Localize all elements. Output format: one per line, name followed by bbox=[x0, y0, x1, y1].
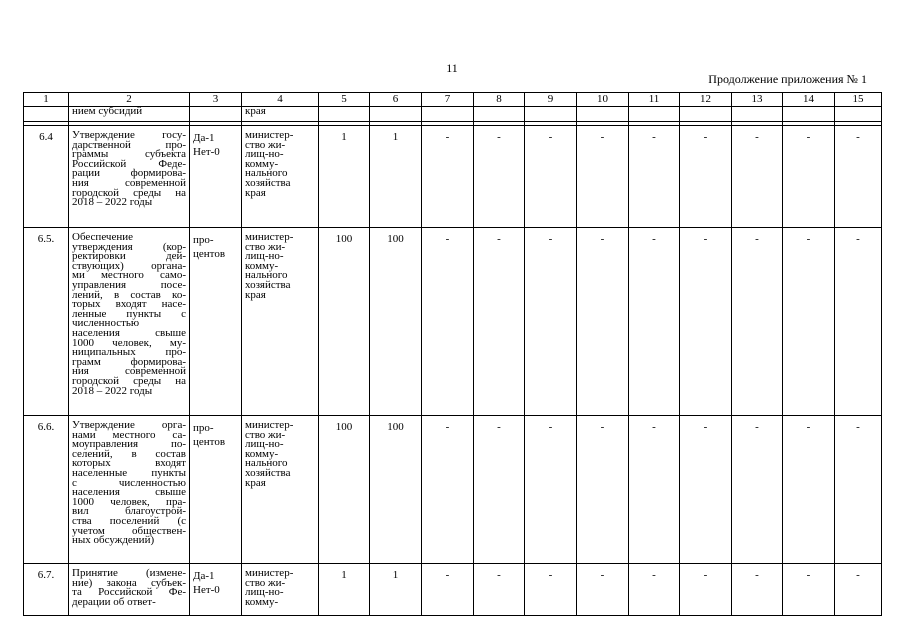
description-line: с численностью bbox=[72, 476, 186, 489]
value-column-10: - bbox=[577, 564, 629, 616]
value-column-13: - bbox=[732, 228, 783, 416]
column-number: 7 bbox=[422, 93, 474, 107]
organization-line: ство жи- bbox=[245, 240, 286, 253]
column-number: 8 bbox=[474, 93, 525, 107]
organization-line: нального bbox=[245, 457, 288, 470]
column-number: 9 bbox=[525, 93, 577, 107]
value-column-12: - bbox=[680, 416, 732, 564]
description-line: утверждения (кор- bbox=[72, 240, 186, 253]
unit-of-measure bbox=[190, 564, 242, 616]
description-line: лений, в состав ко- bbox=[72, 288, 186, 301]
description-line: 2018 – 2022 годы bbox=[72, 384, 153, 397]
indicator-description bbox=[69, 416, 190, 564]
value-column-10: - bbox=[577, 228, 629, 416]
organization-line: края bbox=[245, 476, 266, 489]
description-line: селений, в состав bbox=[72, 447, 186, 460]
carry-over-cell bbox=[835, 107, 882, 122]
responsible-organization bbox=[242, 564, 319, 616]
carry-over-description: нием субсидий bbox=[69, 107, 190, 122]
unit-line: Да-1 bbox=[193, 570, 215, 582]
value-column-15: - bbox=[835, 564, 882, 616]
description-line: ных обсуждений) bbox=[72, 534, 155, 547]
value-column-6: 1 bbox=[370, 126, 422, 228]
value-column-9: - bbox=[525, 228, 577, 416]
organization-line: комму- bbox=[245, 259, 279, 272]
description-line: населения свыше bbox=[72, 326, 186, 339]
value-column-12: - bbox=[680, 126, 732, 228]
organization-line: министер- bbox=[245, 129, 294, 141]
carry-over-cell bbox=[190, 107, 242, 122]
value-column-15: - bbox=[835, 416, 882, 564]
value-column-15: - bbox=[835, 228, 882, 416]
description-line: ректировки дей- bbox=[72, 250, 186, 263]
responsible-organization bbox=[242, 228, 319, 416]
organization-line: ство жи- bbox=[245, 138, 286, 151]
value-column-7: - bbox=[422, 564, 474, 616]
value-column-6: 100 bbox=[370, 416, 422, 564]
description-line: та Российской Фе- bbox=[72, 586, 186, 599]
indicator-description bbox=[69, 564, 190, 616]
description-line: рации формирова- bbox=[72, 167, 186, 180]
row-number: 6.7. bbox=[24, 564, 69, 616]
carry-over-cell bbox=[680, 107, 732, 122]
appendix-continuation: Продолжение приложения № 1 bbox=[708, 72, 867, 86]
value-column-12: - bbox=[680, 228, 732, 416]
unit-line: центов bbox=[193, 436, 226, 448]
organization-line: министер- bbox=[245, 419, 294, 431]
description-line: городской среды на bbox=[72, 374, 186, 387]
indicators-table bbox=[23, 92, 882, 616]
column-number: 4 bbox=[242, 93, 319, 107]
organization-line: хозяйства bbox=[245, 278, 291, 291]
organization-line: края bbox=[245, 288, 266, 301]
value-column-14: - bbox=[783, 228, 835, 416]
page-number: 11 bbox=[446, 61, 458, 75]
description-line: Утверждение госу- bbox=[72, 129, 186, 141]
column-number: 5 bbox=[319, 93, 370, 107]
organization-line: края bbox=[245, 186, 266, 199]
unit-of-measure bbox=[190, 228, 242, 416]
description-line: населения свыше bbox=[72, 486, 186, 499]
indicator-description bbox=[69, 126, 190, 228]
column-number: 6 bbox=[370, 93, 422, 107]
description-line: Российской Феде- bbox=[72, 157, 186, 170]
value-column-10: - bbox=[577, 416, 629, 564]
carry-over-cell bbox=[370, 107, 422, 122]
value-column-14: - bbox=[783, 416, 835, 564]
value-column-5: 1 bbox=[319, 126, 370, 228]
carry-over-cell bbox=[422, 107, 474, 122]
organization-line: лищ-но- bbox=[245, 148, 284, 161]
unit-of-measure bbox=[190, 126, 242, 228]
unit-of-measure bbox=[190, 416, 242, 564]
value-column-14: - bbox=[783, 564, 835, 616]
description-line: вил благоустрой- bbox=[72, 505, 186, 518]
unit-line: про- bbox=[193, 422, 214, 434]
value-column-11: - bbox=[629, 564, 680, 616]
row-number: 6.6. bbox=[24, 416, 69, 564]
description-line: численностью bbox=[72, 317, 140, 330]
carry-over-cell bbox=[525, 107, 577, 122]
description-line: 1000 человек, му- bbox=[72, 336, 186, 349]
organization-line: комму- bbox=[245, 595, 279, 608]
value-column-6: 100 bbox=[370, 228, 422, 416]
description-line: Утверждение орга- bbox=[72, 419, 186, 431]
value-column-5: 100 bbox=[319, 228, 370, 416]
value-column-7: - bbox=[422, 416, 474, 564]
carry-over-organization: края bbox=[242, 107, 319, 122]
description-line: граммы субъекта bbox=[72, 148, 186, 161]
organization-line: комму- bbox=[245, 447, 279, 460]
value-column-15: - bbox=[835, 126, 882, 228]
unit-line: Нет-0 bbox=[193, 146, 220, 158]
organization-line: хозяйства bbox=[245, 176, 291, 189]
description-line: ния современной bbox=[72, 365, 186, 378]
description-line: ми местного само- bbox=[72, 269, 186, 282]
indicator-description bbox=[69, 228, 190, 416]
description-line: учетом обществен- bbox=[72, 524, 186, 537]
description-line: населенные пункты bbox=[72, 466, 186, 479]
value-column-5: 100 bbox=[319, 416, 370, 564]
description-line: моуправления по- bbox=[72, 438, 186, 451]
table-row bbox=[24, 416, 882, 564]
value-column-12: - bbox=[680, 564, 732, 616]
responsible-organization bbox=[242, 416, 319, 564]
organization-line: лищ-но- bbox=[245, 250, 284, 263]
organization-line: лищ-но- bbox=[245, 586, 284, 599]
value-column-7: - bbox=[422, 126, 474, 228]
carry-over-cell bbox=[474, 107, 525, 122]
description-line: 2018 – 2022 годы bbox=[72, 196, 153, 209]
carry-over-cell bbox=[732, 107, 783, 122]
description-line: дарственной про- bbox=[72, 138, 186, 151]
organization-line: министер- bbox=[245, 231, 294, 243]
description-line: городской среды на bbox=[72, 186, 186, 199]
column-number: 13 bbox=[732, 93, 783, 107]
column-number: 2 bbox=[69, 93, 190, 107]
organization-line: комму- bbox=[245, 157, 279, 170]
column-number: 11 bbox=[629, 93, 680, 107]
description-line: которых входят bbox=[72, 457, 186, 470]
description-line: ствующих) органа- bbox=[72, 259, 186, 272]
value-column-14: - bbox=[783, 126, 835, 228]
value-column-8: - bbox=[474, 416, 525, 564]
value-column-8: - bbox=[474, 126, 525, 228]
description-line: ниципальных про- bbox=[72, 346, 186, 359]
description-line: ленные пункты с bbox=[72, 307, 186, 320]
value-column-9: - bbox=[525, 416, 577, 564]
carry-over-cell bbox=[577, 107, 629, 122]
organization-line: нального bbox=[245, 167, 288, 180]
value-column-7: - bbox=[422, 228, 474, 416]
value-column-11: - bbox=[629, 126, 680, 228]
organization-line: лищ-но- bbox=[245, 438, 284, 451]
description-line: грамм формирова- bbox=[72, 355, 186, 368]
carry-over-cell bbox=[319, 107, 370, 122]
value-column-9: - bbox=[525, 564, 577, 616]
value-column-8: - bbox=[474, 228, 525, 416]
value-column-13: - bbox=[732, 564, 783, 616]
description-line: нами местного са- bbox=[72, 428, 186, 441]
value-column-13: - bbox=[732, 416, 783, 564]
value-column-6: 1 bbox=[370, 564, 422, 616]
column-number: 1 bbox=[24, 93, 69, 107]
column-number: 3 bbox=[190, 93, 242, 107]
row-number: 6.5. bbox=[24, 228, 69, 416]
description-line: Принятие (измене- bbox=[72, 567, 186, 579]
value-column-13: - bbox=[732, 126, 783, 228]
organization-line: нального bbox=[245, 269, 288, 282]
description-line: дерации об ответ- bbox=[72, 595, 156, 608]
value-column-8: - bbox=[474, 564, 525, 616]
description-line: управления посе- bbox=[72, 278, 186, 291]
description-line: 1000 человек, пра- bbox=[72, 495, 186, 508]
value-column-11: - bbox=[629, 228, 680, 416]
table-row bbox=[24, 564, 882, 616]
column-number: 12 bbox=[680, 93, 732, 107]
table-row bbox=[24, 228, 882, 416]
description-line: ние) закона субъек- bbox=[72, 576, 186, 589]
description-line: торых входят насе- bbox=[72, 298, 186, 311]
unit-line: Да-1 bbox=[193, 132, 215, 144]
value-column-5: 1 bbox=[319, 564, 370, 616]
row-number: 6.4 bbox=[24, 126, 69, 228]
unit-line: про- bbox=[193, 234, 214, 246]
column-number-header-row bbox=[24, 93, 882, 107]
description-line: ния современной bbox=[72, 176, 186, 189]
organization-line: министер- bbox=[245, 567, 294, 579]
carry-over-cell bbox=[783, 107, 835, 122]
column-number: 14 bbox=[783, 93, 835, 107]
carry-over-cell bbox=[629, 107, 680, 122]
organization-line: хозяйства bbox=[245, 466, 291, 479]
carry-over-cell bbox=[24, 107, 69, 122]
value-column-11: - bbox=[629, 416, 680, 564]
value-column-9: - bbox=[525, 126, 577, 228]
responsible-organization bbox=[242, 126, 319, 228]
column-number: 10 bbox=[577, 93, 629, 107]
carry-over-row bbox=[24, 107, 882, 122]
table-row bbox=[24, 126, 882, 228]
organization-line: ство жи- bbox=[245, 428, 286, 441]
unit-line: Нет-0 bbox=[193, 584, 220, 596]
description-line: ства поселений (с bbox=[72, 514, 186, 527]
value-column-10: - bbox=[577, 126, 629, 228]
organization-line: ство жи- bbox=[245, 576, 286, 589]
column-number: 15 bbox=[835, 93, 882, 107]
unit-line: центов bbox=[193, 248, 226, 260]
description-line: Обеспечение bbox=[72, 231, 133, 243]
